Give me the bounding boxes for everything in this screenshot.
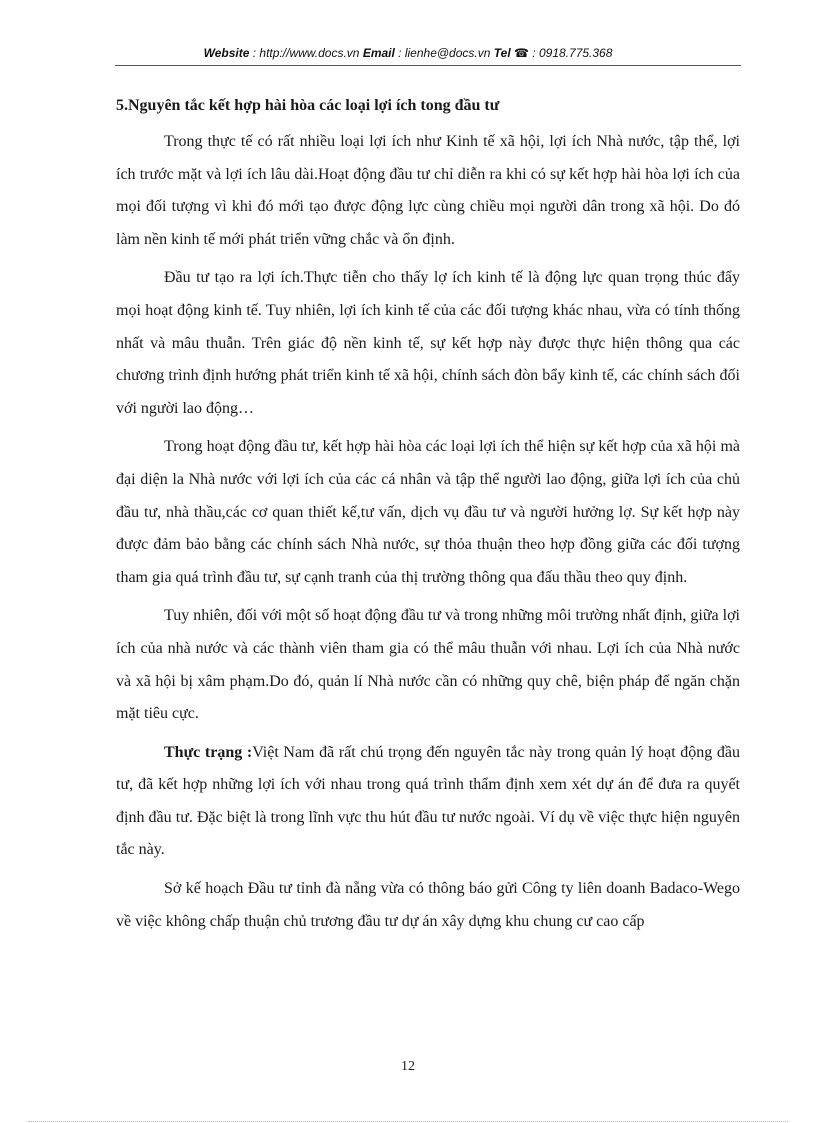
paragraph-4: Tuy nhiên, đối với một số hoạt động đầu tư và trong những môi trường nhất định, giữa lợi ích của nhà nước và các thành viên tham gia có thể mâu thuẫn với nhau. Lợi ích của Nhà nước và xã hội bị xâm phạm.Do đó, quản lí Nhà nước cần có những quy chê, biện pháp để ngăn chặn mặt tiêu cực. <box>116 607 740 723</box>
paragraph-2: Đầu tư tạo ra lợi ích.Thực tiễn cho thấy lợ ích kinh tế là động lực quan trọng thúc đẩy mọi hoạt động kinh tế. Tuy nhiên, lợi ích kinh tế của các đối tượng khác nhau, vừa có tính thống nhất và mâu thuẫn. Trên giác độ nền kinh tế, sự kết hợp này được thực hiện thông qua các chương trình định hướng phát triển kinh tế xã hội, chính sách đòn bẩy kinh tế, các chính sách đối với người lao động… <box>116 269 740 417</box>
email-sep: : <box>394 46 405 60</box>
email-value[interactable]: lienhe@docs.vn <box>404 46 491 60</box>
status-text: Việt Nam đã rất chú trọng đến nguyên tắc này trong quản lý hoạt động đầu tư, đã kết hợp những lợi ích với nhau trong quá trình thẩm định xem xét dự án để đưa ra quyết định đầu tư. Đặc biệt là trong lĩnh vực thu hút đầu tư nước ngoài. Ví dụ về việc thực hiện nguyên tắc này. <box>116 743 740 859</box>
final-paragraph: Sở kế hoạch Đầu tư tỉnh đà nẵng vừa có thông báo gửi Công ty liên doanh Badaco-Wego về việc không chấp thuận chủ trương đầu tư dự án xây dựng khu chung cư cao cấp <box>116 880 740 930</box>
status-label: Thực trạng : <box>164 743 253 761</box>
bottom-divider <box>28 1121 788 1122</box>
header-divider <box>115 65 741 66</box>
tel-label: Tel <box>493 46 511 60</box>
tel-value: 0918.775.368 <box>538 46 613 60</box>
section-heading: 5.Nguyên tắc kết hợp hài hòa các loại lợi ích tong đầu tư <box>116 97 500 114</box>
status-paragraph <box>116 737 740 867</box>
paragraph-3: Trong hoạt động đầu tư, kết hợp hài hòa các loại lợi ích thể hiện sự kết hợp của xã hội mà đại diện la Nhà nước với lợi ích của các cá nhân và tập thể người lao động, giữa lợi ích của chủ đầu tư, nhà thầu,các cơ quan thiết kế,tư vấn, dịch vụ đầu tư và người hưởng lợ. Sự kết hợp này được đảm bảo bằng các chính sách Nhà nước, sự thỏa thuận theo hợp đồng giữa các đối tượng tham gia quá trình đầu tư, sự cạnh tranh của thị trường thông qua đấu thầu theo quy định. <box>116 438 740 586</box>
page-number: 12 <box>401 1059 415 1074</box>
website-label: Website <box>203 46 250 60</box>
page-header <box>0 46 816 60</box>
website-url[interactable]: http://www.docs.vn <box>259 46 360 60</box>
paragraph-1: Trong thực tế có rất nhiều loại lợi ích như Kinh tế xã hội, lợi ích Nhà nước, tập thể, lợi ích trước mặt và lợi ích lâu dài.Hoạt động đầu tư chỉ diễn ra khi có sự kết hợp hài hòa lợi ích của mọi đối tượng vì khi đó mới tạo được động lực cùng chiều mọi người dân trong xã hội. Do đó làm nền kinh tế mới phát triển vững chắc và ổn định. <box>116 133 740 248</box>
email-label: Email <box>362 46 395 60</box>
phone-icon: ☎ <box>514 46 529 60</box>
website-sep: : <box>249 46 260 60</box>
document-body <box>116 94 740 938</box>
tel-sep: : <box>528 46 539 60</box>
